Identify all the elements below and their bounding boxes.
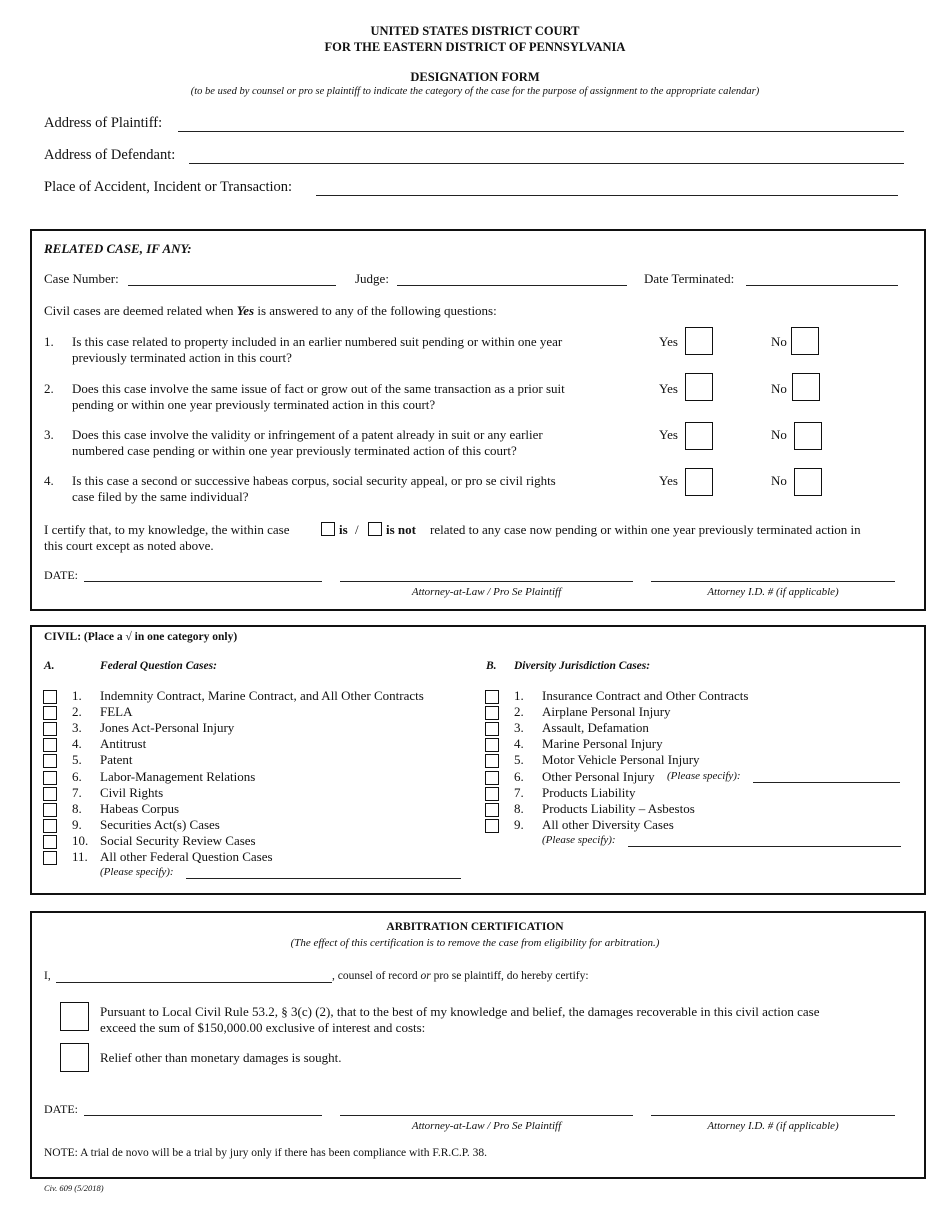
non-monetary-relief-text: Relief other than monetary damages is sought.: [100, 1050, 342, 1065]
federal-category-label: Social Security Review Cases: [100, 832, 256, 848]
certify-is-not-checkbox[interactable]: [368, 522, 382, 536]
diversity-category-label: Insurance Contract and Other Contracts: [542, 688, 749, 703]
federal-category-number: 9.: [72, 816, 82, 832]
federal-category-checkbox[interactable]: [43, 771, 57, 785]
q1-no-checkbox[interactable]: [791, 327, 819, 355]
diversity-category-label: Assault, Defamation: [542, 720, 649, 736]
federal-category-checkbox[interactable]: [43, 690, 57, 704]
date-terminated-label: Date Terminated:: [644, 271, 735, 286]
federal-specify-label: (Please specify):: [100, 866, 174, 878]
federal-category-checkbox[interactable]: [43, 754, 57, 768]
federal-category-number: 4.: [72, 736, 82, 752]
arbitration-attorney-id-caption: Attorney I.D. # (if applicable): [707, 1120, 839, 1132]
question-text: pending or within one year previously terminated action in this court?: [72, 397, 436, 412]
federal-category-label: Antitrust: [100, 736, 147, 752]
arbitration-i-label: I,: [44, 970, 51, 982]
counsel-text: , counsel of record: [332, 970, 421, 982]
counsel-text-end: pro se plaintiff, do hereby certify:: [430, 970, 589, 982]
arbitration-date-field[interactable]: [84, 1115, 322, 1116]
diversity-category-number: 9.: [514, 816, 524, 832]
question-number: 4.: [44, 473, 54, 488]
certify-text: I certify that, to my knowledge, the within case: [44, 522, 290, 537]
arbitration-date-label: DATE:: [44, 1102, 78, 1116]
related-signature-caption: Attorney-at-Law / Pro Se Plaintiff: [411, 586, 562, 598]
defendant-address-row: [44, 147, 175, 164]
diversity-category-checkbox[interactable]: [485, 787, 499, 801]
certify-is-checkbox[interactable]: [321, 522, 335, 536]
diversity-specify-field[interactable]: [628, 846, 901, 847]
diversity-category-checkbox[interactable]: [485, 738, 499, 752]
place-field[interactable]: [316, 195, 898, 196]
federal-category-number: 6.: [72, 768, 82, 784]
arbitration-attorney-id-field[interactable]: [651, 1115, 895, 1116]
federal-category-checkbox[interactable]: [43, 787, 57, 801]
diversity-category-checkbox[interactable]: [485, 754, 499, 768]
federal-category-label: All other Federal Question Cases: [100, 849, 273, 864]
diversity-category-number: 3.: [514, 720, 524, 736]
federal-category-number: 8.: [72, 800, 82, 816]
federal-category-checkbox[interactable]: [43, 819, 57, 833]
section-b-title: Diversity Jurisdiction Cases:: [514, 660, 651, 672]
diversity-category-label: Motor Vehicle Personal Injury: [542, 752, 700, 768]
q3-no-checkbox[interactable]: [794, 422, 822, 450]
federal-category-label: Civil Rights: [100, 784, 164, 800]
federal-category-checkbox[interactable]: [43, 835, 57, 849]
federal-category-label: Securities Act(s) Cases: [100, 816, 220, 832]
q4-yes-checkbox[interactable]: [685, 468, 713, 496]
form-title: DESIGNATION FORM: [410, 70, 540, 84]
federal-category-label: FELA: [100, 704, 133, 720]
form-subtitle: (to be used by counsel or pro se plaintiff to indicate the category of the case for the purpose of assignment to the appropriate calendar): [190, 86, 760, 97]
plaintiff-address-field[interactable]: [178, 131, 904, 132]
federal-category-number: 2.: [72, 704, 82, 720]
related-intro-text: Civil cases are deemed related when: [44, 303, 237, 318]
federal-specify-field[interactable]: [186, 878, 461, 879]
diversity-category-number: 2.: [514, 704, 524, 720]
federal-category-checkbox[interactable]: [43, 851, 57, 865]
diversity-category-label: Products Liability: [542, 784, 636, 800]
diversity-category-number: 4.: [514, 736, 524, 752]
question-text: Is this case a second or successive habeas corpus, social security appeal, or pro se civil rights: [72, 473, 556, 488]
section-a-letter: A.: [44, 660, 55, 672]
form-id: Civ. 609 (5/2018): [44, 1183, 104, 1193]
yes-label: Yes: [659, 381, 678, 396]
federal-category-checkbox[interactable]: [43, 706, 57, 720]
federal-category-number: 7.: [72, 784, 82, 800]
related-case-title: RELATED CASE, IF ANY:: [44, 241, 192, 256]
diversity-category-checkbox[interactable]: [485, 819, 499, 833]
q3-yes-checkbox[interactable]: [685, 422, 713, 450]
federal-category-label: Habeas Corpus: [100, 800, 180, 816]
certify-text-line2: this court except as noted above.: [44, 538, 214, 553]
civil-title: CIVIL: (Place a √ in one category only): [44, 631, 238, 643]
certify-slash: /: [355, 522, 359, 537]
diversity-category-checkbox[interactable]: [485, 771, 499, 785]
damages-exceed-checkbox[interactable]: [60, 1002, 89, 1031]
question-text: Does this case involve the validity or infringement of a patent already in suit or any earlier: [72, 427, 543, 442]
section-b-letter: B.: [486, 660, 497, 672]
certify-text-end: related to any case now pending or within one year previously terminated action in: [430, 522, 861, 537]
related-attorney-id-field[interactable]: [651, 581, 895, 582]
non-monetary-relief-checkbox[interactable]: [60, 1043, 89, 1072]
diversity-category-checkbox[interactable]: [485, 690, 499, 704]
certify-is-label: is: [339, 522, 348, 537]
question-text: Is this case related to property included in an earlier numbered suit pending or within one year: [72, 334, 563, 349]
plaintiff-address-row: [44, 115, 162, 132]
related-date-field[interactable]: [84, 581, 322, 582]
defendant-address-label: Address of Defendant:: [44, 147, 176, 163]
yes-label: Yes: [659, 427, 678, 442]
yes-label: Yes: [659, 334, 678, 349]
federal-category-label: Jones Act-Personal Injury: [100, 720, 235, 736]
damages-exceed-text: Pursuant to Local Civil Rule 53.2, § 3(c) (2), that to the best of my knowledge and belief, the damages recoverable in this civil action case: [100, 1004, 820, 1019]
question-number: 2.: [44, 381, 54, 396]
federal-category-label: Labor-Management Relations: [100, 768, 256, 784]
federal-category-checkbox[interactable]: [43, 738, 57, 752]
related-attorney-id-caption: Attorney I.D. # (if applicable): [707, 586, 839, 598]
federal-category-checkbox[interactable]: [43, 803, 57, 817]
diversity-category-checkbox[interactable]: [485, 722, 499, 736]
other-injury-specify-label: (Please specify):: [667, 770, 741, 782]
defendant-address-field[interactable]: [189, 163, 904, 164]
related-signature-field[interactable]: [340, 581, 633, 582]
arbitration-signature-field[interactable]: [340, 1115, 633, 1116]
place-row: [44, 179, 292, 196]
date-terminated-field[interactable]: [746, 285, 898, 286]
diversity-category-label: Other Personal Injury: [542, 768, 655, 784]
question-text: previously terminated action in this court?: [72, 350, 292, 365]
question-text: Does this case involve the same issue of fact or grow out of the same transaction as a prior suit: [72, 381, 565, 396]
diversity-category-label: Airplane Personal Injury: [542, 704, 671, 720]
diversity-category-number: 6.: [514, 768, 524, 784]
related-intro-yes: Yes: [236, 303, 255, 318]
judge-field[interactable]: [397, 285, 627, 286]
judge-label: Judge:: [355, 271, 389, 286]
damages-exceed-text-line2: exceed the sum of $150,000.00 exclusive of interest and costs:: [100, 1020, 426, 1035]
arbitration-subtitle: (The effect of this certification is to remove the case from eligibility for arbitration.): [290, 937, 660, 949]
arbitration-note: NOTE: A trial de novo will be a trial by jury only if there has been compliance with F.R.C.P. 38.: [44, 1147, 488, 1159]
no-label: No: [771, 334, 787, 349]
yes-label: Yes: [659, 473, 678, 488]
plaintiff-address-label: Address of Plaintiff:: [44, 115, 163, 131]
arbitration-section: [30, 911, 926, 1179]
arbitration-signature-caption: Attorney-at-Law / Pro Se Plaintiff: [411, 1120, 562, 1132]
federal-category-number: 10.: [72, 832, 89, 848]
federal-category-label: Indemnity Contract, Marine Contract, and All Other Contracts: [100, 688, 424, 703]
court-district: FOR THE EASTERN DISTRICT OF PENNSYLVANIA: [324, 40, 626, 54]
diversity-category-number: 1.: [514, 688, 524, 703]
diversity-category-number: 5.: [514, 752, 524, 768]
diversity-category-number: 7.: [514, 784, 524, 800]
counsel-or: or: [420, 970, 431, 982]
federal-category-label: Patent: [100, 752, 133, 768]
no-label: No: [771, 381, 787, 396]
no-label: No: [771, 473, 787, 488]
q1-yes-checkbox[interactable]: [685, 327, 713, 355]
federal-category-number: 11.: [72, 849, 88, 864]
related-intro: [44, 303, 497, 319]
diversity-category-label: All other Diversity Cases: [542, 816, 674, 832]
counsel-name-field[interactable]: [56, 982, 332, 983]
question-number: 3.: [44, 427, 54, 442]
question-text: case filed by the same individual?: [72, 489, 249, 504]
section-a-title: Federal Question Cases:: [100, 660, 217, 672]
other-injury-specify-field[interactable]: [753, 782, 900, 783]
case-number-label: Case Number:: [44, 271, 119, 286]
federal-category-number: 3.: [72, 720, 82, 736]
diversity-category-checkbox[interactable]: [485, 803, 499, 817]
federal-category-number: 5.: [72, 752, 82, 768]
federal-category-checkbox[interactable]: [43, 722, 57, 736]
certify-is-not-label: is not: [386, 522, 416, 537]
diversity-category-label: Products Liability – Asbestos: [542, 800, 695, 816]
related-intro-text-end: is answered to any of the following questions:: [254, 303, 497, 318]
q4-no-checkbox[interactable]: [794, 468, 822, 496]
question-number: 1.: [44, 334, 54, 349]
q2-yes-checkbox[interactable]: [685, 373, 713, 401]
diversity-category-number: 8.: [514, 800, 524, 816]
court-name: UNITED STATES DISTRICT COURT: [370, 24, 580, 38]
q2-no-checkbox[interactable]: [792, 373, 820, 401]
place-label: Place of Accident, Incident or Transaction:: [44, 179, 293, 195]
case-number-field[interactable]: [128, 285, 336, 286]
arbitration-title: ARBITRATION CERTIFICATION: [386, 921, 564, 933]
diversity-category-checkbox[interactable]: [485, 706, 499, 720]
counsel-statement: [332, 970, 589, 982]
related-date-label: DATE:: [44, 568, 78, 582]
diversity-specify-label: (Please specify):: [542, 834, 616, 846]
diversity-category-label: Marine Personal Injury: [542, 736, 663, 752]
question-text: numbered case pending or within one year previously terminated action of this court?: [72, 443, 517, 458]
federal-category-number: 1.: [72, 688, 82, 703]
no-label: No: [771, 427, 787, 442]
